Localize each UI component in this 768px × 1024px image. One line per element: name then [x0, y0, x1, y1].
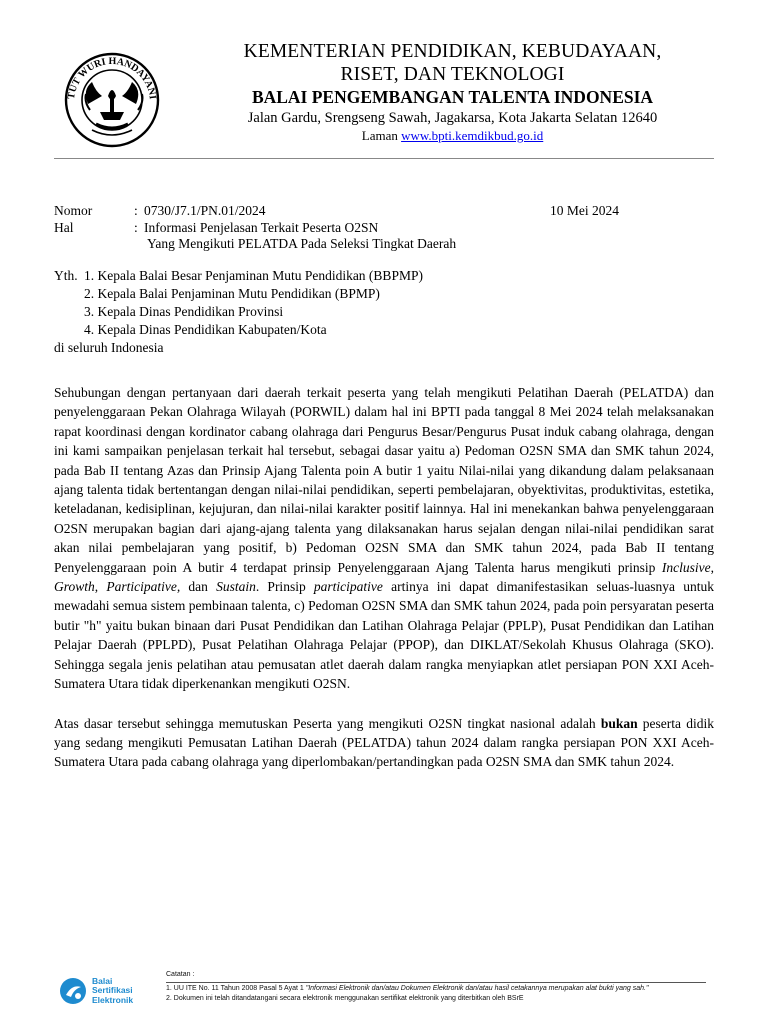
notes-divider [166, 982, 706, 983]
body-paragraph-2: Atas dasar tersebut sehingga memutuskan Peserta yang mengikuti O2SN tingkat nasional adalah bukan peserta didik yang sedang mengikuti Pemusatan Latihan Daerah (PELATDA) tahun 2024 dalam rangka persiapan PON XXI Aceh-Sumatera Utara pada cabang olahraga yang diperlombakan/pertandingkan pada O2SN SMA dan SMK tahun 2024. [54, 715, 714, 770]
recipients-list [84, 267, 423, 339]
website-line [180, 128, 725, 144]
letter-body [54, 383, 714, 792]
nomor-label: Nomor [54, 203, 93, 218]
recipient-item: 3. Kepala Dinas Pendidikan Provinsi [84, 304, 284, 319]
letterhead-divider [54, 158, 714, 159]
bsre-line3: Elektronik [92, 994, 134, 1005]
hal-label: Hal [54, 219, 74, 235]
footer-notes [166, 970, 711, 1004]
body-paragraph-1: Sehubungan dengan pertanyaan dari daerah terkait peserta yang telah mengikuti Pelatihan Daerah (PELATDA) dan penyelenggaraan Pekan Olahraga Wilayah (PORWIL) dalam hal ini BPTI pada tanggal 8 Mei 2024 telah melaksanakan rapat koordinasi dengan kordinator cabang olahraga dari Pengurus Besar/Pengurus Pusat induk cabang olahraga, dengan ini kami sampaikan penjelasan terkait hal tersebut, sebagai dasar yaitu a) Pedoman O2SN SMA dan SMK tahun 2024, pada Bab II tentang Azas dan Prinsip Ajang Talenta poin A butir 1 yaitu Nilai-nilai yang dikandung dalam pelaksanaan ajang talenta tidak bertentangan dengan nilai-nilai pendidikan, seperti pembelajaran, obyektivitas, produktivitas, estetika, keteladanan, kedisiplinan, kejujuran, dan nilai-nilai karakter positif lainnya. Hal ini menekankan bahwa penyelenggaraan O2SN merupakan bagian dari ajang-ajang talenta yang dilaksanakan harus sejalan dengan nilai-nilai pendidikan sarat akan nilai pembelajaran yang positif, b) Pedoman O2SN SMA dan SMK tahun 2024, pada Bab II tentang Penyelenggaraan poin A butir 4 terdapat prinsip Penyelenggaraan Ajang Talenta harus mengikuti prinsip Inclusive, Growth, Participative, dan Sustain. Prinsip participative artinya ini dapat dimanifestasikan seluas-luasnya untuk mewadahi semua sistem pembinaan talenta, c) Pedoman O2SN SMA dan SMK tahun 2024, pada poin persyaratan peserta butir "h" yaitu bukan binaan dari Pusat Pendidikan dan Latihan Olahraga Pelajar (PPLP), Pusat Pendidikan dan Latihan Pelajar Daerah (PPLPD), Pusat Pelatihan Olahraga Pelajar (PPOP), dan DIKLAT/Sekolah Khusus Olahraga (SKO). Sehingga segala jenis pelatihan atau pemusatan atlet daerah dalam rangka menyiapkan atlet persiapan PON XXI Aceh-Sumatera Utara tidak diperkenankan mengikuti O2SN. [54, 385, 715, 692]
hal-subject-line1: Informasi Penjelasan Terkait Peserta O2SN [144, 219, 379, 235]
office-address: Jalan Gardu, Srengseng Sawah, Jagakarsa, Kota Jakarta Selatan 12640 [247, 110, 658, 126]
hal-row [54, 220, 714, 253]
note-2: 2. Dokumen ini telah ditandatangani secara elektronik menggunakan sertifikat elektronik yang diterbitkan oleh BSrE [166, 995, 524, 1002]
hal-colon: : [134, 219, 138, 235]
website-link[interactable]: www.bpti.kemdikbud.go.id [401, 128, 544, 143]
bsre-emblem-icon [58, 976, 88, 1006]
office-name: BALAI PENGEMBANGAN TALENTA INDONESIA [251, 87, 654, 107]
website-label: Laman [361, 128, 398, 143]
recipients-closing: di seluruh Indonesia [54, 340, 164, 355]
logo-motto: TUT WURI HANDAYANI [66, 55, 158, 100]
recipients [54, 267, 714, 357]
nomor-colon: : [134, 203, 138, 218]
recipient-item: 1. Kepala Balai Besar Penjaminan Mutu Pendidikan (BBPMP) [84, 268, 423, 283]
recipient-item: 2. Kepala Balai Penjaminan Mutu Pendidikan (BPMP) [84, 286, 380, 301]
letter-meta [54, 203, 714, 253]
note-1: 1. UU ITE No. 11 Tahun 2008 Pasal 5 Ayat 1 "Informasi Elektronik dan/atau Dokumen Elektronik dan/atau hasil cetakannya merupakan alat bukti yang sah." [166, 985, 649, 992]
nomor-value: 0730/J7.1/PN.01/2024 [144, 203, 266, 218]
notes-title: Catatan : [166, 971, 195, 978]
recipient-item: 4. Kepala Dinas Pendidikan Kabupaten/Kota [84, 322, 327, 337]
hal-subject-line2: Yang Mengikuti PELATDA Pada Seleksi Tingkat Daerah [147, 236, 457, 251]
recipients-salutation: Yth. [54, 268, 78, 283]
ministry-name-line1: KEMENTERIAN PENDIDIKAN, KEBUDAYAAN, [243, 41, 662, 62]
bsre-line1: Balai [92, 975, 113, 986]
letter-date: 10 Mei 2024 [550, 203, 619, 218]
ministry-name-line2: RISET, DAN TEKNOLOGI [340, 64, 565, 85]
bsre-line2: Sertifikasi [92, 985, 133, 996]
letterhead [180, 40, 725, 144]
tut-wuri-handayani-logo [52, 38, 172, 158]
bsre-logo [58, 976, 133, 1006]
